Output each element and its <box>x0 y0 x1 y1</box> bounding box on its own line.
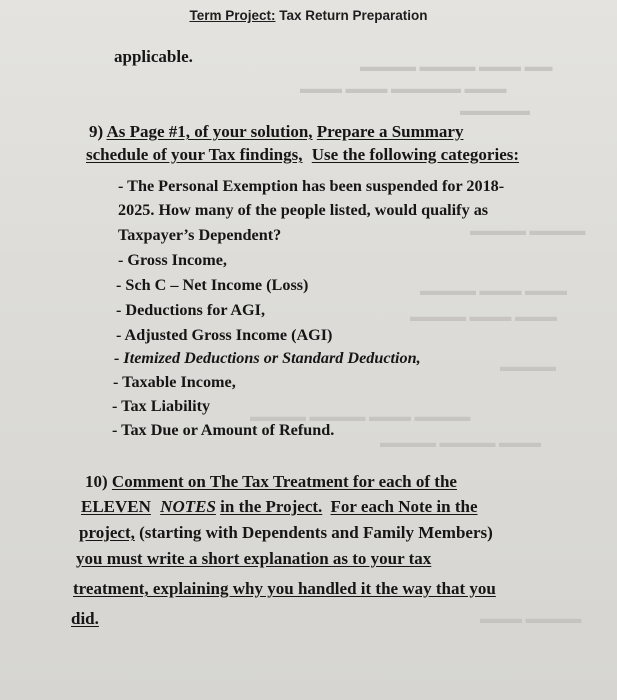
item10-line3 <box>79 523 493 543</box>
item9-line1 <box>89 122 463 142</box>
bleed-through-texture: ▬▬▬▬▬ <box>460 104 530 119</box>
item10-in-project: in the Project. <box>220 497 323 516</box>
header-title-prefix: Term Project: <box>189 8 276 23</box>
page-header <box>0 8 617 23</box>
bleed-through-texture: ▬▬▬ ▬▬▬ ▬▬▬▬ <box>420 284 567 299</box>
item9-number: 9) <box>89 122 104 141</box>
bleed-through-texture: ▬▬▬▬ ▬▬▬ <box>480 612 582 627</box>
bleed-through-texture: ▬▬▬▬ ▬▬▬▬ <box>470 224 586 239</box>
category-agi: - Adjusted Gross Income (AGI) <box>116 326 333 344</box>
category-personal-exemption-line3: Taxpayer’s Dependent? <box>118 226 282 244</box>
category-personal-exemption-line1: - The Personal Exemption has been suspended for 2018- <box>118 177 505 195</box>
header-title-rest: Tax Return Preparation <box>279 8 428 23</box>
category-deductions-for-agi: - Deductions for AGI, <box>116 301 265 319</box>
category-taxable-income: - Taxable Income, <box>113 373 236 391</box>
category-sch-c: - Sch C – Net Income (Loss) <box>116 276 309 294</box>
bleed-through-texture: ▬▬▬▬ ▬▬▬ ▬▬▬▬ ▬▬▬▬ <box>250 410 471 425</box>
item10-line6: did. <box>71 609 99 628</box>
category-gross-income: - Gross Income, <box>118 251 227 269</box>
category-tax-due-refund: - Tax Due or Amount of Refund. <box>112 421 335 439</box>
category-itemized-deductions: - Itemized Deductions or Standard Deduction, <box>114 349 421 367</box>
item10-line3-rest: (starting with Dependents and Family Members) <box>139 523 493 542</box>
item10-line1 <box>85 472 457 492</box>
item10-line5: treatment, explaining why you handled it the way that you <box>73 579 496 598</box>
category-personal-exemption-line2: 2025. How many of the people listed, would qualify as <box>118 201 489 219</box>
item10-line4: you must write a short explanation as to your tax <box>76 549 432 568</box>
item9-line2 <box>86 145 519 165</box>
item10-line2-rest: For each Note in the <box>330 497 478 516</box>
item9-heading-underlined: As Page #1, of your solution, <box>106 122 313 141</box>
item9-line2-underlined: schedule of your Tax findings, <box>86 145 303 164</box>
item10-number: 10) <box>85 472 108 491</box>
item9-line2-rest: Use the following categories: <box>311 145 520 164</box>
category-tax-liability: - Tax Liability <box>112 397 211 415</box>
applicable-text: applicable. <box>114 47 193 66</box>
bleed-through-texture: ▬▬▬ ▬▬▬ ▬▬▬▬ <box>410 310 557 325</box>
bleed-through-texture: ▬▬▬ ▬▬▬▬ ▬▬▬▬ <box>380 436 541 451</box>
item9-heading-rest: Prepare a Summary <box>316 122 464 141</box>
bleed-through-texture: ▬▬▬▬ <box>500 360 556 375</box>
item10-line2 <box>81 497 478 517</box>
item10-notes: NOTES <box>160 497 216 516</box>
item10-project: project, <box>79 523 135 542</box>
item10-eleven: ELEVEN <box>81 497 151 516</box>
bleed-through-texture: ▬▬ ▬▬▬ ▬▬▬▬ ▬▬▬▬ <box>360 60 553 75</box>
bleed-through-texture: ▬▬▬ ▬▬▬▬▬ ▬▬▬ ▬▬▬ <box>300 82 507 97</box>
item10-heading: Comment on The Tax Treatment for each of the <box>111 472 457 491</box>
